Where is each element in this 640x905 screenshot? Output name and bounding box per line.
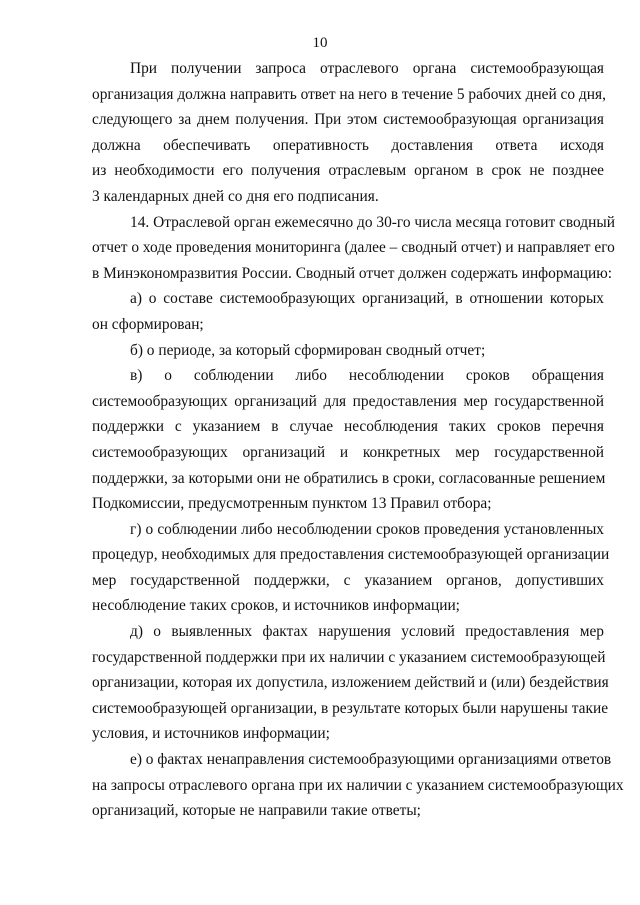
text-line: процедур, необходимых для предоставления системообразующей организации — [92, 546, 610, 564]
text-line: должна обеспечивать оперативность доставления ответа исходя — [92, 136, 604, 154]
text-line: на запросы отраслевого органа при их наличии с указанием системообразующих — [92, 776, 624, 794]
text-line: поддержки с указанием в случае несоблюдения таких сроков перечня — [92, 418, 604, 436]
paragraph-item-v — [92, 363, 604, 517]
text-line: условия, и источников информации; — [92, 725, 330, 743]
paragraph-14 — [92, 210, 615, 287]
text-line: 14. Отраслевой орган ежемесячно до 30-го числа месяца готовит сводный — [130, 213, 615, 231]
text-line: г) о соблюдении либо несоблюдении сроков проведения установленных — [130, 520, 604, 538]
text-line: б) о периоде, за который сформирован сводный отчет; — [130, 341, 486, 359]
paragraph-item-e — [92, 747, 624, 824]
paragraph-response-deadline — [92, 56, 604, 210]
text-line: Подкомиссии, предусмотренным пунктом 13 Правил отбора; — [92, 495, 492, 513]
text-line: государственной поддержки при их наличии с указанием системообразующей — [92, 648, 606, 666]
paragraph-item-a — [92, 286, 604, 337]
text-line: системообразующих организаций и конкретных мер государственной — [92, 443, 604, 461]
paragraph-item-d — [92, 619, 609, 747]
text-line: При получении запроса отраслевого органа системообразующая — [130, 60, 604, 77]
text-line: в) о соблюдении либо несоблюдении сроков обращения — [130, 367, 604, 385]
text-line: а) о составе системообразующих организаций, в отношении которых — [130, 290, 604, 308]
text-line: системообразующей организации, в результате которых были нарушены такие — [92, 699, 609, 717]
text-line: из необходимости его получения отраслевым органом в срок не позднее — [92, 162, 604, 180]
paragraph-item-g — [92, 517, 610, 619]
paragraph-item-b — [92, 338, 604, 364]
text-line: следующего за днем получения. При этом системообразующая организация — [92, 111, 604, 129]
text-line: мер государственной поддержки, с указанием органов, допустивших — [92, 571, 604, 589]
text-line: организаций, которые не направили такие ответы; — [92, 802, 421, 820]
page-number: 10 — [312, 35, 328, 51]
text-line: несоблюдение таких сроков, и источников информации; — [92, 597, 460, 615]
text-line: организации, которая их допустила, изложением действий и (или) бездействия — [92, 674, 609, 692]
text-line: системообразующих организаций для предоставления мер государственной — [92, 392, 604, 410]
text-line: е) о фактах ненаправления системообразующими организациями ответов — [130, 751, 612, 769]
text-line: в Минэкономразвития России. Сводный отчет должен содержать информацию: — [92, 264, 613, 282]
text-line: отчет о ходе проведения мониторинга (далее – сводный отчет) и направляет его — [92, 239, 615, 257]
text-line: д) о выявленных фактах нарушения условий предоставления мер — [130, 623, 604, 641]
text-line: он сформирован; — [92, 315, 204, 333]
text-line: организация должна направить ответ на него в течение 5 рабочих дней со дня, — [92, 85, 606, 103]
text-line: поддержки, за которыми они не обратились в сроки, согласованные решением — [92, 469, 606, 487]
document-body — [92, 56, 624, 824]
text-line: 3 календарных дней со дня его подписания. — [92, 187, 379, 205]
